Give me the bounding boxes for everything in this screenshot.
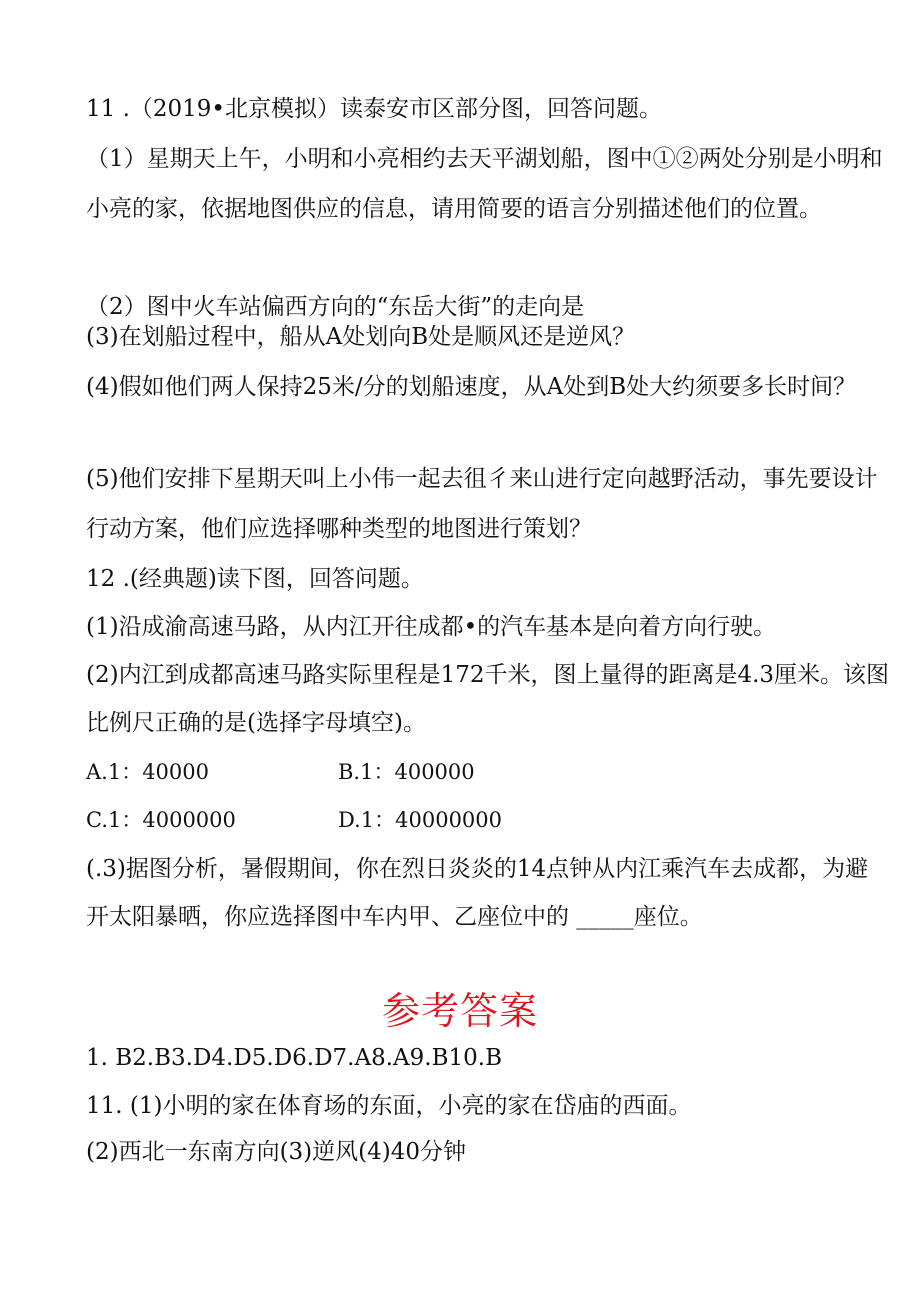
q11-part2: （2）图中火车站偏西方向的“东岳大街”的走向是: [86, 294, 585, 320]
answers-line-1: 1. B2.B3.D4.D5.D6.D7.A8.A9.B10.B: [86, 1045, 502, 1071]
answers-line-3: (2)西北一东南方向(3)逆风(4)40分钟: [86, 1139, 467, 1165]
q12-option-d: D.1：40000000: [338, 808, 503, 832]
q12-part2-line1: (2)内江到成都高速马路实际里程是172千米，图上量得的距离是4.3厘米。该图: [86, 662, 890, 688]
q11-part3: (3)在划船过程中，船从A处划向B处是顺风还是逆风？: [86, 324, 636, 350]
q11-part1-line2: 小亮的家，依据地图供应的信息，请用简要的语言分别描述他们的位置。: [86, 196, 822, 222]
answers-line-2: 11. (1)小明的家在体育场的东面，小亮的家在岱庙的西面。: [86, 1093, 692, 1119]
q11-part1-line1: （1）星期天上午，小明和小亮相约去天平湖划船，图中①②两处分别是小明和: [86, 146, 883, 172]
q11-part5-line2: 行动方案，他们应选择哪种类型的地图进行策划？: [86, 516, 592, 542]
q11-part5-line1: (5)他们安排下星期天叫上小伟一起去徂彳来山进行定向越野活动，事先要设计: [86, 466, 878, 492]
q12-part2-line2: 比例尺正确的是(选择字母填空)。: [86, 710, 426, 736]
q12-part3-line2: 开太阳暴晒，你应选择图中车内甲、乙座位中的 _____座位。: [86, 904, 703, 930]
q12-header: 12 .(经典题)读下图，回答问题。: [86, 566, 424, 592]
q11-part4: (4)假如他们两人保持25米/分的划船速度，从A处到B处大约须要多长时间？: [86, 374, 857, 400]
q12-option-c: C.1：4000000: [86, 808, 236, 832]
q12-part3-line1: (.3)据图分析，暑假期间，你在烈日炎炎的14点钟从内江乘汽车去成都，为避: [86, 856, 869, 882]
q11-header: 11 .（2019•北京模拟）读泰安市区部分图，回答问题。: [86, 96, 662, 122]
q12-option-b: B.1：400000: [338, 760, 475, 784]
q12-part1: (1)沿成渝高速马路，从内江开往成都•的汽车基本是向着方向行驶。: [86, 614, 777, 640]
answers-title: 参考答案: [381, 989, 538, 1033]
q12-option-a: A.1：40000: [86, 760, 210, 784]
